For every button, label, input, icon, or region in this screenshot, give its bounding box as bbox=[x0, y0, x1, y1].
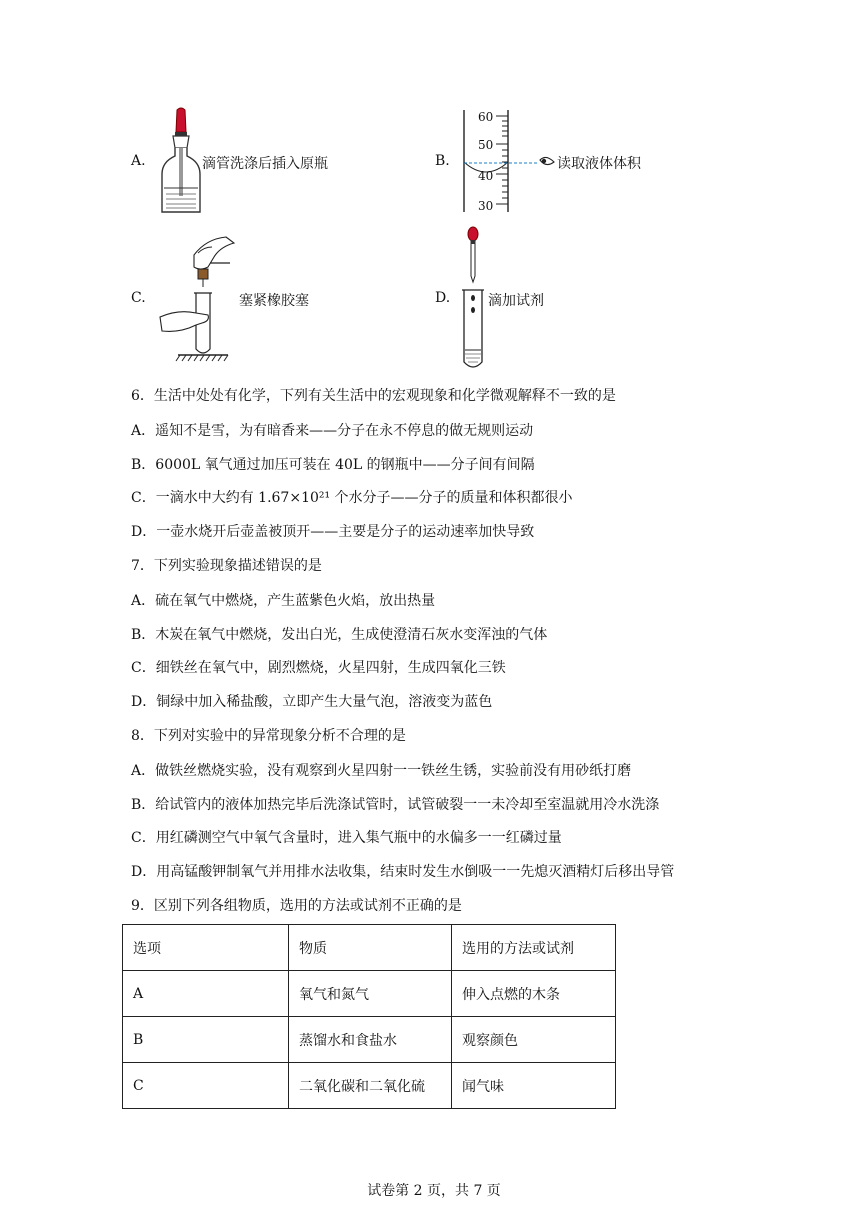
option-a: A．遥知不是雪，为有暗香来——分子在永不停息的做无规则运动 bbox=[131, 423, 534, 439]
question-stem: 6．生活中处处有化学，下列有关生活中的宏观现象和化学微观解释不一致的是 bbox=[131, 388, 616, 404]
option-text: 滴加试剂 bbox=[488, 293, 544, 309]
table-row bbox=[123, 971, 616, 1017]
table-header-cell: 物质 bbox=[289, 925, 452, 971]
table-row bbox=[123, 1063, 616, 1109]
table-cell: 观察颜色 bbox=[452, 1017, 616, 1063]
option-b: B．木炭在氧气中燃烧，发出白光，生成使澄清石灰水变浑浊的气体 bbox=[131, 627, 548, 643]
dropper-test-tube-illustration bbox=[460, 226, 486, 372]
tick-label: 30 bbox=[478, 199, 494, 213]
table-cell: A bbox=[123, 971, 289, 1017]
option-d: D．铜绿中加入稀盐酸，立即产生大量气泡，溶液变为蓝色 bbox=[131, 694, 493, 710]
option-text: 滴管洗涤后插入原瓶 bbox=[202, 156, 328, 172]
table-cell: B bbox=[123, 1017, 289, 1063]
option-a: A．硫在氧气中燃烧，产生蓝紫色火焰，放出热量 bbox=[131, 593, 436, 609]
question-stem: 8．下列对实验中的异常现象分析不合理的是 bbox=[131, 728, 406, 744]
table-row bbox=[123, 1017, 616, 1063]
option-c: C．用红磷测空气中氧气含量时，进入集气瓶中的水偏多一一红磷过量 bbox=[131, 830, 562, 846]
option-c: C．一滴水中大约有 1.67×10²¹ 个水分子——分子的质量和体积都很小 bbox=[131, 490, 573, 506]
table-cell: 伸入点燃的木条 bbox=[452, 971, 616, 1017]
table-header-cell: 选用的方法或试剂 bbox=[452, 925, 616, 971]
table-cell: C bbox=[123, 1063, 289, 1109]
option-letter: D. bbox=[435, 290, 451, 306]
option-c: C．细铁丝在氧气中，剧烈燃烧，火星四射，生成四氧化三铁 bbox=[131, 660, 506, 676]
table-header-row bbox=[123, 925, 616, 971]
option-a: A．做铁丝燃烧实验，没有观察到火星四射一一铁丝生锈，实验前没有用砂纸打磨 bbox=[131, 763, 632, 779]
table-cell: 蒸馏水和食盐水 bbox=[289, 1017, 452, 1063]
tick-label: 40 bbox=[478, 169, 494, 183]
option-d: D．用高锰酸钾制氧气并用排水法收集，结束时发生水倒吸一一先熄灭酒精灯后移出导管 bbox=[131, 864, 675, 880]
dropper-bottle-illustration bbox=[158, 108, 204, 216]
table-cell: 二氧化碳和二氧化硫 bbox=[289, 1063, 452, 1109]
question-stem: 7．下列实验现象描述错误的是 bbox=[131, 558, 322, 574]
table-header-cell: 选项 bbox=[123, 925, 289, 971]
option-b: B．6000L 氧气通过加压可装在 40L 的钢瓶中——分子间有间隔 bbox=[131, 457, 535, 473]
graduated-cylinder-illustration bbox=[462, 110, 557, 214]
option-b: B．给试管内的液体加热完毕后洗涤试管时，试管破裂一一未冷却至室温就用冷水洗涤 bbox=[131, 797, 660, 813]
table-cell: 氧气和氮气 bbox=[289, 971, 452, 1017]
option-letter: B. bbox=[435, 153, 450, 169]
tick-label: 60 bbox=[478, 110, 494, 124]
option-letter: A. bbox=[131, 153, 146, 169]
q9-table bbox=[122, 924, 616, 1109]
option-text: 读取液体体积 bbox=[557, 156, 641, 172]
page-footer: 试卷第 2 页，共 7 页 bbox=[367, 1183, 501, 1199]
tick-label: 50 bbox=[478, 138, 494, 152]
stopper-test-tube-illustration bbox=[158, 233, 238, 363]
option-d: D．一壶水烧开后壶盖被顶开——主要是分子的运动速率加快导致 bbox=[131, 524, 535, 540]
option-text: 塞紧橡胶塞 bbox=[239, 293, 309, 309]
table-cell: 闻气味 bbox=[452, 1063, 616, 1109]
question-stem: 9．区别下列各组物质，选用的方法或试剂不正确的是 bbox=[131, 898, 462, 914]
option-letter: C. bbox=[131, 290, 146, 306]
